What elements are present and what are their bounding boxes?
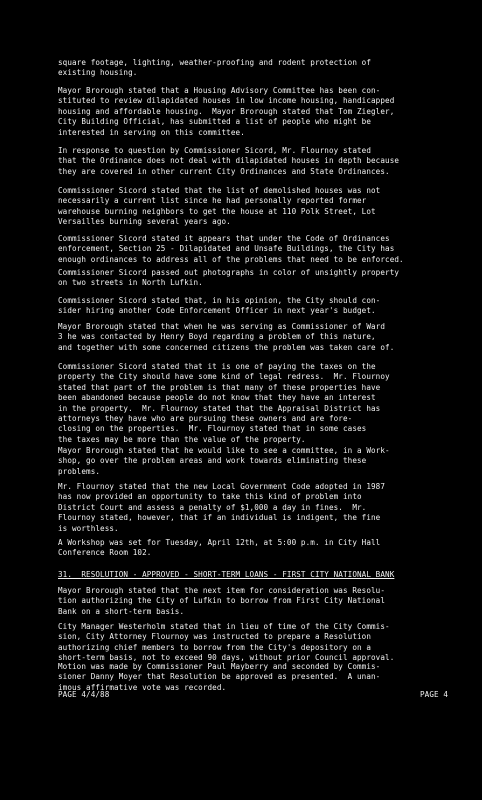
paragraph-5: Commissioner Sicord stated it appears that under the Code of Ordinances enforcement, Section 25 - Dilapidated and Unsafe Buildings, the City has enough ordinances to address all of the problems that need to be enforced. — [58, 234, 404, 264]
paragraph-9: Commissioner Sicord stated that it is one of paying the taxes on the property the City should have some kind of legal redress. Mr. Flournoy stated that part of the problem is that many of these properties have been abandoned because people do not know that they have an interest in the property. Mr. Flournoy stated that the Appraisal District has attorneys they have who are pursuing these owners and are fore- closing on the properties. Mr. Flournoy stated that in some cases the taxes may be more than the value of the property. — [58, 362, 390, 444]
paragraph-4: Commissioner Sicord stated that the list of demolished houses was not necessarily a current list since he had personally reported former warehouse burning neighbors to get the house at 110 Polk Street, Lot Versailles burning several years ago. — [58, 186, 381, 227]
paragraph-2: Mayor Brorough stated that a Housing Advisory Committee has been con- stituted to review dilapidated houses in low income housing, handicapped housing and affordable housing. Mayor Brorough stated that Tom Ziegler, City Building Official, has submitted a list of people who might be interested in serving on this committee. — [58, 86, 395, 137]
paragraph-14: Motion was made by Commissioner Paul Mayberry and seconded by Commis- sioner Danny Moyer that Resolution be approved as presented. A unan- imous affirmative vote was recorded. — [58, 662, 381, 692]
section-title: RESOLUTION - APPROVED - SHORT-TERM LOANS - FIRST CITY NATIONAL BANK — [81, 570, 395, 579]
paragraph-11: Mr. Flournoy stated that the new Local Government Code adopted in 1987 has now provided an opportunity to take this kind of problem into District Court and assess a penalty of $1,000 a day in fines. Mr. Flournoy stated, however, that if an individual is indigent, the fine is worthless. — [58, 482, 386, 533]
paragraph-1: square footage, lighting, weather-proofing and rodent protection of existing housing. — [58, 58, 372, 78]
paragraph-6: Commissioner Sicord passed out photographs in color of unsightly property on two streets in North Lufkin. — [58, 268, 400, 288]
paragraph-10: Mayor Brorough stated that he would like to see a committee, in a Work- shop, go over the problem areas and work towards eliminating these problems. — [58, 446, 390, 476]
footer-date: PAGE 4/4/88 — [58, 690, 110, 699]
paragraph-12: A Workshop was set for Tuesday, April 12th, at 5:00 p.m. in City Hall Conference Room 102. — [58, 538, 381, 558]
page-number: PAGE 4 — [420, 690, 449, 699]
section-heading — [58, 570, 470, 580]
paragraph-8: Mayor Brorough stated that when he was serving as Commissioner of Ward 3 he was contacted by Henry Boyd regarding a problem of this nature, and together with some concerned citizens the problem was taken care of. — [58, 322, 395, 352]
paragraph-13: City Manager Westerholm stated that in lieu of time of the City Commis- sion, City Attorney Flournoy was instructed to prepare a Resolution authorizing chief members to borrow from the City's depository on a short-term basis, not to exceed 90 days, without prior Council approval. — [58, 622, 395, 663]
paragraph-3: In response to question by Commissioner Sicord, Mr. Flournoy stated that the Ordinance does not deal with dilapidated houses in depth because they are covered in other current City Ordinances and State Ordinances. — [58, 146, 400, 176]
section-number: 31. — [58, 570, 73, 579]
section-intro: Mayor Brorough stated that the next item for consideration was Resolu- tion authorizing the City of Lufkin to borrow from First City National Bank on a short-term basis. — [58, 586, 386, 616]
paragraph-7: Commissioner Sicord stated that, in his opinion, the City should con- sider hiring another Code Enforcement Officer in next year's budget. — [58, 296, 381, 316]
